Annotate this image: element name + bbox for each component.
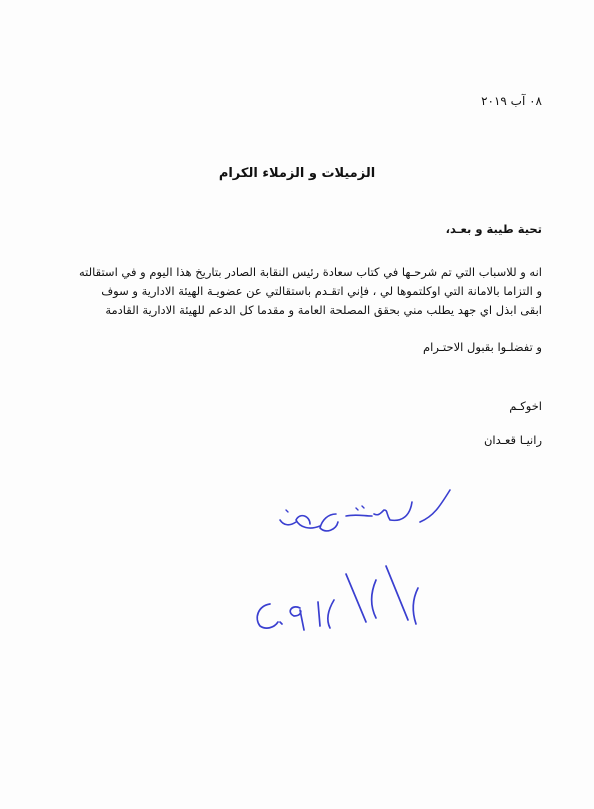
greeting: تحية طيبة و بعـد،: [445, 222, 542, 236]
body-line: و التزاما بالامانة التي اوكلتموها لي ، فإني اتقـدم باستقالتي عن عضويـة الهيئة الادارية و سوف: [101, 284, 542, 298]
letter-date: ٠٨ آب ٢٠١٩: [481, 94, 542, 108]
signature-strokes: [150, 470, 470, 660]
salutation-heading: الزميلات و الزملاء الكرام: [218, 166, 376, 181]
sign-off: اخوكـم: [509, 399, 542, 413]
body-line: انه و للاسباب التي تم شرحـها في كتاب سعادة رئيس النقابة الصادر بتاريخ هذا اليوم و في استقالته: [79, 265, 542, 279]
sender-name: رانيـا قعـدان: [483, 433, 542, 447]
letter-body: [72, 263, 542, 320]
closing-line: و تفضلـوا بقبول الاحتـرام: [423, 340, 542, 354]
body-line: ابقى ابذل اي جهد يطلب مني بحقق المصلحة العامة و مقدما كل الدعم للهيئة الادارية القادمة: [105, 303, 542, 317]
handwritten-signature: [150, 470, 470, 660]
